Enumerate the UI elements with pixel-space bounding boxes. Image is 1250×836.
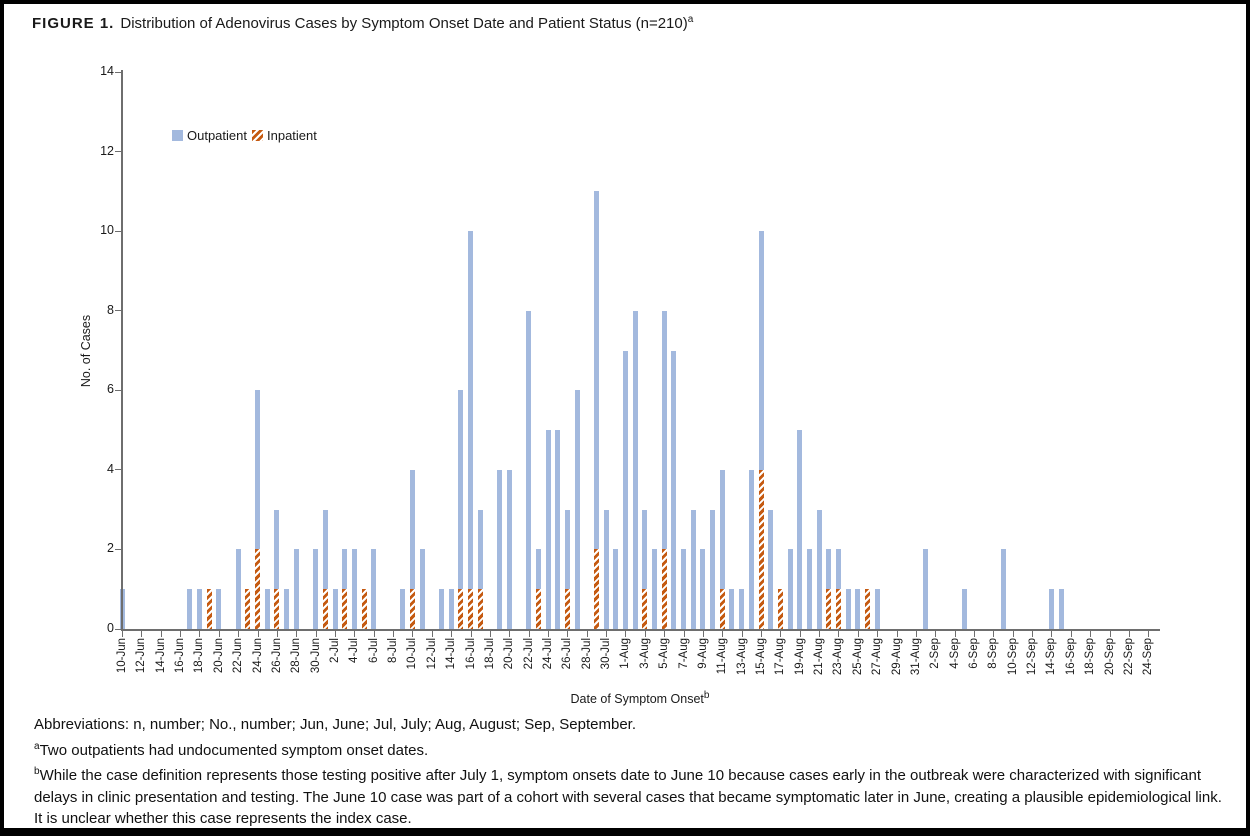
x-axis-tick xyxy=(567,631,568,637)
bar-segment-outpatient-15-Jul xyxy=(458,390,463,589)
bar-segment-outpatient-1-Sep xyxy=(923,549,928,629)
x-axis-tick xyxy=(316,631,317,637)
bar-segment-outpatient-4-Aug xyxy=(652,549,657,629)
y-axis-tick-label: 14 xyxy=(100,64,114,78)
bar-segment-inpatient-26-Jun xyxy=(274,589,279,629)
x-axis-title-superscript: b xyxy=(703,690,710,701)
x-axis-tick xyxy=(451,631,452,637)
bar-segment-outpatient-18-Jun xyxy=(197,589,202,629)
legend-swatch-outpatient xyxy=(172,130,183,141)
bar-segment-outpatient-6-Jul xyxy=(371,549,376,629)
bar-segment-inpatient-3-Aug xyxy=(642,589,647,629)
x-axis-tick-label: 15-Aug xyxy=(755,638,768,676)
bar-segment-outpatient-13-Aug xyxy=(739,589,744,629)
x-axis-tick-label: 8-Jul xyxy=(387,638,400,663)
epi-curve-chart xyxy=(4,4,1250,714)
bar-segment-outpatient-16-Aug xyxy=(768,510,773,629)
x-axis-tick-label: 14-Jul xyxy=(445,638,458,670)
bar-segment-outpatient-27-Jul xyxy=(575,390,580,629)
bar-segment-inpatient-15-Jul xyxy=(458,589,463,629)
x-axis-tick-label: 12-Jul xyxy=(425,638,438,670)
bar-segment-inpatient-19-Jun xyxy=(207,589,212,629)
x-axis-tick-label: 2-Sep xyxy=(929,638,942,669)
x-axis-tick-label: 2-Jul xyxy=(329,638,341,663)
x-axis-tick-label: 30-Jul xyxy=(600,638,613,670)
x-axis-tick-label: 20-Jul xyxy=(503,638,516,670)
bar-segment-outpatient-9-Sep xyxy=(1001,549,1006,629)
x-axis-tick-label: 21-Aug xyxy=(813,638,826,676)
bar-segment-outpatient-22-Aug xyxy=(826,549,831,589)
x-axis-tick xyxy=(664,631,665,637)
y-axis-tick-label: 8 xyxy=(107,302,114,317)
x-axis-tick xyxy=(897,631,898,637)
x-axis-tick-label: 25-Aug xyxy=(851,638,864,676)
y-axis-tick-label: 2 xyxy=(107,541,114,556)
x-axis-tick xyxy=(935,631,936,637)
bar-segment-outpatient-10-Aug xyxy=(710,510,715,629)
x-axis-tick-label: 22-Jul xyxy=(522,638,535,670)
footnote-b: $^b$While the case definition represents those testing positive after July 1, symptom onsets date to June 10 because cases early in the outbreak were characterized with significant delays in clinic presentation and testing. The June 10 case was part of a cohort with several cases that became symptomatic later in June, creating a plausible epidemiological link. It is unclear whether this case represents the index case. xyxy=(34,766,1222,827)
x-axis-tick xyxy=(354,631,355,637)
x-axis-tick xyxy=(509,631,510,637)
bar-segment-outpatient-1-Jul xyxy=(323,510,328,590)
y-axis-tick xyxy=(115,310,121,311)
bar-segment-outpatient-14-Aug xyxy=(749,470,754,629)
bar-segment-outpatient-20-Jun xyxy=(216,589,221,629)
x-axis-tick-label: 29-Aug xyxy=(890,638,903,676)
y-axis-title: No. of Cases xyxy=(79,314,93,388)
bar-segment-outpatient-2-Jul xyxy=(333,589,338,629)
x-axis-tick-label: 24-Jul xyxy=(542,638,555,670)
x-axis-tick-label: 7-Aug xyxy=(677,638,690,669)
x-axis-tick-label: 27-Aug xyxy=(871,638,884,676)
bar-segment-outpatient-24-Jun xyxy=(255,390,260,549)
x-axis-tick-label: 22-Jun xyxy=(232,638,245,674)
x-axis-tick xyxy=(471,631,472,637)
y-axis-line xyxy=(121,70,123,631)
x-axis-tick-label: 3-Aug xyxy=(638,638,651,669)
bar-segment-outpatient-22-Jul xyxy=(526,311,531,629)
bar-segment-outpatient-21-Aug xyxy=(817,510,822,629)
x-axis-tick xyxy=(703,631,704,637)
x-axis-tick-label: 19-Aug xyxy=(793,638,806,676)
x-axis-tick xyxy=(800,631,801,637)
bar-segment-inpatient-5-Aug xyxy=(662,549,667,629)
x-axis-tick-label: 22-Sep xyxy=(1122,638,1135,676)
bar-segment-inpatient-1-Jul xyxy=(323,589,328,629)
x-axis-tick-label: 12-Sep xyxy=(1026,638,1039,676)
bar-segment-inpatient-10-Jul xyxy=(410,589,415,629)
x-axis-tick xyxy=(161,631,162,637)
x-axis-title xyxy=(571,690,710,706)
x-axis-tick-label: 26-Jul xyxy=(561,638,574,670)
x-axis-tick-label: 26-Jun xyxy=(270,638,283,674)
legend-swatch-inpatient xyxy=(252,130,263,141)
bar-segment-outpatient-7-Aug xyxy=(681,549,686,629)
x-axis-tick xyxy=(819,631,820,637)
x-axis-tick-label: 17-Aug xyxy=(774,638,787,676)
x-axis-tick-label: 5-Aug xyxy=(658,638,671,669)
x-axis-tick-label: 31-Aug xyxy=(909,638,922,676)
bar-segment-outpatient-9-Aug xyxy=(700,549,705,629)
x-axis-tick-label: 18-Jun xyxy=(193,638,206,674)
bar-segment-outpatient-2-Aug xyxy=(633,311,638,629)
bar-segment-inpatient-23-Aug xyxy=(836,589,841,629)
x-axis-tick xyxy=(993,631,994,637)
bar-segment-inpatient-22-Aug xyxy=(826,589,831,629)
bar-segment-outpatient-27-Aug xyxy=(875,589,880,629)
bar-segment-outpatient-17-Jul xyxy=(478,510,483,590)
y-axis-tick xyxy=(115,469,121,470)
x-axis-tick-label: 18-Jul xyxy=(483,638,496,670)
bar-segment-outpatient-26-Jul xyxy=(565,510,570,590)
x-axis-tick-label: 24-Jun xyxy=(251,638,264,674)
bar-segment-outpatient-1-Aug xyxy=(623,351,628,630)
bar-segment-outpatient-20-Jul xyxy=(507,470,512,629)
bar-segment-outpatient-25-Jun xyxy=(265,589,270,629)
chart-legend xyxy=(172,128,322,143)
x-axis-tick xyxy=(122,631,123,637)
y-axis-tick-label: 0 xyxy=(107,621,114,635)
bar-segment-outpatient-25-Jul xyxy=(555,430,560,629)
bar-segment-outpatient-14-Jul xyxy=(449,589,454,629)
x-axis-tick xyxy=(761,631,762,637)
figure-title-text: Distribution of Adenovirus Cases by Symptom Onset Date and Patient Status (n=210) xyxy=(120,15,688,32)
x-axis-tick xyxy=(374,631,375,637)
x-axis-tick xyxy=(645,631,646,637)
bar-segment-outpatient-11-Jul xyxy=(420,549,425,629)
x-axis-tick xyxy=(335,631,336,637)
bar-segment-inpatient-11-Aug xyxy=(720,589,725,629)
x-axis-tick xyxy=(432,631,433,637)
x-axis-tick xyxy=(296,631,297,637)
bar-segment-outpatient-9-Jul xyxy=(400,589,405,629)
x-axis-tick-label: 11-Aug xyxy=(716,638,729,675)
x-axis-tick-label: 1-Aug xyxy=(619,638,632,669)
legend-label-inpatient: Inpatient xyxy=(267,128,317,143)
x-axis-tick xyxy=(219,631,220,637)
x-axis-tick xyxy=(529,631,530,637)
x-axis-tick-label: 20-Jun xyxy=(212,638,225,674)
bar-segment-outpatient-10-Jul xyxy=(410,470,415,589)
bar-segment-outpatient-25-Aug xyxy=(855,589,860,629)
x-axis-tick-label: 16-Jul xyxy=(464,638,477,670)
bar-segment-outpatient-12-Aug xyxy=(729,589,734,629)
x-axis-tick xyxy=(877,631,878,637)
bar-segment-outpatient-27-Jun xyxy=(284,589,289,629)
bar-segment-inpatient-5-Jul xyxy=(362,589,367,629)
x-axis-tick-label: 6-Jul xyxy=(367,638,380,663)
x-axis-tick xyxy=(1051,631,1052,637)
figure-label: FIGURE 1. xyxy=(32,15,115,32)
bar-segment-outpatient-23-Aug xyxy=(836,549,841,589)
y-axis-tick-label: 12 xyxy=(100,143,114,158)
bar-segment-inpatient-29-Jul xyxy=(594,549,599,629)
x-axis-tick xyxy=(858,631,859,637)
y-axis-tick xyxy=(115,629,121,630)
bar-segment-outpatient-19-Jul xyxy=(497,470,502,629)
bar-segment-inpatient-26-Aug xyxy=(865,589,870,629)
x-axis-tick-label: 9-Aug xyxy=(696,638,709,669)
x-axis-tick-label: 10-Jun xyxy=(116,638,128,674)
bar-segment-outpatient-26-Jun xyxy=(274,510,279,590)
bar-segment-outpatient-17-Jun xyxy=(187,589,192,629)
x-axis-tick xyxy=(412,631,413,637)
bar-segment-outpatient-3-Aug xyxy=(642,510,647,590)
y-axis-tick xyxy=(115,390,121,391)
x-axis-tick xyxy=(838,631,839,637)
bar-segment-inpatient-23-Jul xyxy=(536,589,541,629)
x-axis-tick xyxy=(180,631,181,637)
bar-segment-outpatient-22-Jun xyxy=(236,549,241,629)
x-axis-tick xyxy=(606,631,607,637)
x-axis-tick xyxy=(742,631,743,637)
x-axis-tick-label: 6-Sep xyxy=(968,638,981,669)
x-axis-tick xyxy=(199,631,200,637)
footnote-abbreviations: Abbreviations: n, number; No., number; Jun, June; Jul, July; Aug, August; Sep, September. xyxy=(34,716,637,733)
x-axis-tick-label: 8-Sep xyxy=(987,638,1000,669)
x-axis-tick xyxy=(587,631,588,637)
bar-segment-outpatient-20-Aug xyxy=(807,549,812,629)
x-axis-tick-label: 10-Sep xyxy=(1006,638,1019,676)
x-axis-tick xyxy=(625,631,626,637)
bar-segment-outpatient-23-Jul xyxy=(536,549,541,589)
bar-segment-inpatient-26-Jul xyxy=(565,589,570,629)
y-axis-tick-label: 4 xyxy=(107,461,114,476)
x-axis-tick-label: 10-Jul xyxy=(406,638,419,670)
footnotes-block xyxy=(34,710,1224,830)
bar-segment-outpatient-18-Aug xyxy=(788,549,793,629)
x-axis-tick xyxy=(238,631,239,637)
x-axis-tick xyxy=(974,631,975,637)
y-axis-tick xyxy=(115,231,121,232)
bar-segment-inpatient-15-Aug xyxy=(759,470,764,629)
bar-segment-outpatient-30-Jul xyxy=(604,510,609,629)
x-axis-tick xyxy=(916,631,917,637)
x-axis-tick xyxy=(1129,631,1130,637)
bar-segment-outpatient-30-Jun xyxy=(313,549,318,629)
y-axis-tick xyxy=(115,151,121,152)
x-axis-tick-label: 20-Sep xyxy=(1103,638,1116,676)
x-axis-tick xyxy=(684,631,685,637)
legend-item-inpatient xyxy=(252,128,317,143)
bar-segment-outpatient-14-Sep xyxy=(1049,589,1054,629)
x-axis-tick-label: 4-Sep xyxy=(948,638,961,669)
x-axis-tick xyxy=(548,631,549,637)
bar-segment-outpatient-13-Jul xyxy=(439,589,444,629)
bar-segment-inpatient-16-Jul xyxy=(468,589,473,629)
x-axis-tick xyxy=(258,631,259,637)
y-axis-tick-label: 6 xyxy=(107,382,114,397)
bar-segment-inpatient-17-Aug xyxy=(778,589,783,629)
x-axis-tick-label: 16-Sep xyxy=(1064,638,1077,676)
x-axis-tick xyxy=(955,631,956,637)
bar-segment-outpatient-31-Jul xyxy=(613,549,618,629)
x-axis-tick xyxy=(393,631,394,637)
bar-segment-outpatient-16-Jul xyxy=(468,231,473,589)
bar-segment-inpatient-23-Jun xyxy=(245,589,250,629)
legend-label-outpatient: Outpatient xyxy=(187,128,247,143)
x-axis-tick-label: 28-Jun xyxy=(290,638,303,674)
x-axis-tick xyxy=(780,631,781,637)
bar-segment-outpatient-4-Jul xyxy=(352,549,357,629)
bar-segment-outpatient-19-Aug xyxy=(797,430,802,629)
x-axis-tick-label: 14-Sep xyxy=(1045,638,1058,676)
y-axis-tick xyxy=(115,72,121,73)
bar-segment-inpatient-17-Jul xyxy=(478,589,483,629)
bar-segment-outpatient-3-Jul xyxy=(342,549,347,589)
x-axis-tick-label: 23-Aug xyxy=(832,638,845,676)
footnote-a: $^a$Two outpatients had undocumented symptom onset dates. xyxy=(34,740,429,759)
x-axis-tick xyxy=(277,631,278,637)
legend-item-outpatient xyxy=(172,128,247,143)
bar-segment-outpatient-8-Aug xyxy=(691,510,696,629)
x-axis-tick xyxy=(1148,631,1149,637)
x-axis-tick xyxy=(1110,631,1111,637)
y-axis-tick-label: 10 xyxy=(100,223,114,238)
x-axis-tick-label: 14-Jun xyxy=(154,638,167,674)
y-axis-tick xyxy=(115,549,121,550)
x-axis-tick xyxy=(141,631,142,637)
bar-segment-outpatient-24-Jul xyxy=(546,430,551,629)
x-axis-tick-label: 18-Sep xyxy=(1084,638,1097,676)
bar-segment-inpatient-24-Jun xyxy=(255,549,260,629)
x-axis-tick-label: 4-Jul xyxy=(348,638,361,663)
bar-segment-outpatient-28-Jun xyxy=(294,549,299,629)
bar-segment-inpatient-3-Jul xyxy=(342,589,347,629)
bar-segment-outpatient-24-Aug xyxy=(846,589,851,629)
x-axis-tick xyxy=(1090,631,1091,637)
bar-segment-outpatient-5-Aug xyxy=(662,311,667,550)
x-axis-tick-label: 24-Sep xyxy=(1142,638,1155,676)
x-axis-tick xyxy=(490,631,491,637)
x-axis-tick-label: 30-Jun xyxy=(309,638,322,674)
x-axis-tick-label: 28-Jul xyxy=(580,638,593,670)
x-axis-tick xyxy=(1032,631,1033,637)
x-axis-tick xyxy=(1013,631,1014,637)
x-axis-tick-label: 13-Aug xyxy=(735,638,748,676)
x-axis-tick xyxy=(722,631,723,637)
x-axis-title-text: Date of Symptom Onset xyxy=(570,692,704,707)
bar-segment-outpatient-6-Aug xyxy=(671,351,676,630)
bar-segment-outpatient-15-Sep xyxy=(1059,589,1064,629)
x-axis-tick-label: 12-Jun xyxy=(135,638,148,674)
bar-segment-outpatient-15-Aug xyxy=(759,231,764,470)
bar-segment-outpatient-29-Jul xyxy=(594,191,599,549)
x-axis-tick xyxy=(1071,631,1072,637)
bar-segment-outpatient-11-Aug xyxy=(720,470,725,589)
x-axis-tick-label: 16-Jun xyxy=(174,638,187,674)
figure-title-superscript: a xyxy=(687,14,694,25)
bar-segment-outpatient-5-Sep xyxy=(962,589,967,629)
